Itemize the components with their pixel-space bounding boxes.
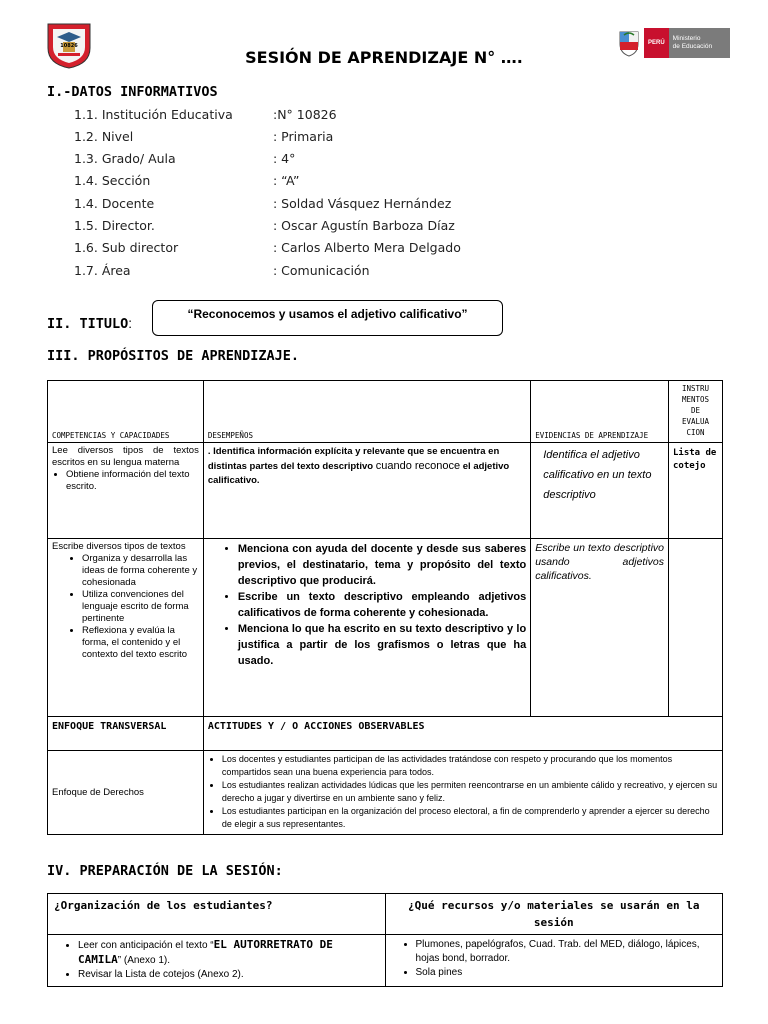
info-label: 1.6. Sub director [74,240,179,255]
school-logo-text: 10826 [60,43,78,49]
desempeno-item: • Menciona lo que ha escrito en su texto descriptivo y lo justifica a partir de los grafismos o letras que ha usado. [238,621,526,669]
info-label: 1.4. Sección [74,173,151,188]
competencia-text: Escribe diversos tipos de textos [52,541,186,552]
instrumento-cell [669,539,723,717]
capacidad-item: • Utiliza convenciones del lenguaje escrito de forma pertinente [82,589,199,625]
info-value: : Carlos Alberto Mera Delgado [273,240,461,255]
section-preparacion-heading: IV. PREPARACIÓN DE LA SESIÓN: [47,863,283,879]
info-label: 1.1. Institución Educativa [74,107,233,122]
purposes-table [47,380,723,835]
preparation-right-item: • Sola pines [416,966,716,980]
competencia-cell [48,443,204,539]
ministry-logo [614,28,730,58]
info-value: : Oscar Agustín Barboza Díaz [273,218,455,233]
info-label: 1.7. Área [74,263,131,278]
purposes-row-lee [48,443,723,539]
header-desempenos: DESEMPEÑOS [203,381,530,443]
enfoque-item: • Los estudiantes realizan actividades lúdicas que les permiten reencontrarse en un ambiente cálido y recreativo, y ejercen su derecho a jugar y divertirse en un ambiente sano y feliz. [222,779,718,805]
instrumento-text: Lista de cotejo [673,448,717,471]
desempeno-item: • Escribe un texto descriptivo empleando adjetivos calificativos de forma coherente y cohesionada. [238,589,526,621]
enfoque-item: • Los docentes y estudiantes participan de las actividades tratándose con respeto y procurando que los momentos compartidos sean una buena experiencia para todos. [222,753,718,779]
desempeno-text: . Identifica información explícita y relevante que se encuentra en distintas partes del texto descriptivo cuando reconoce el adjetivo calificativo. [207,446,510,486]
ministry-logo-name [669,28,730,58]
enfoque-item: • Los estudiantes participan en la organización del proceso electoral, a fin de comprenderlo y aprender a ejercer su derecho de elegir a sus representantes. [222,805,718,831]
preparation-table [47,893,723,987]
header-instrumentos: INSTRU MENTOS DE EVALUA CION [669,381,723,443]
info-value: : 4° [273,151,296,166]
info-label: 1.3. Grado/ Aula [74,151,176,166]
preparation-row [48,935,723,987]
competencia-cell [48,539,204,717]
peru-shield-icon [614,28,644,58]
section-propositos-heading: III. PROPÓSITOS DE APRENDIZAJE. [47,348,299,364]
evidencia-cell [531,443,669,539]
ministry-logo-line2: de Educación [672,43,713,50]
capacidad-item: • Obtiene información del texto escrito. [66,469,199,493]
info-value: : Soldad Vásquez Hernández [273,196,452,211]
evidencia-text: Escribe un texto descriptivo usando adjetivos calificativos. [535,542,664,582]
enfoque-head-right: ACTITUDES Y / O ACCIONES OBSERVABLES [203,717,722,751]
info-value: :N° 10826 [273,107,337,122]
info-value: : Primaria [273,129,334,144]
info-label: 1.2. Nivel [74,129,134,144]
preparation-right-item: • Plumones, papelógrafos, Cuad. Trab. del MED, diálogo, lápices, hojas bond, borrador. [416,938,716,966]
purposes-row-escribe [48,539,723,717]
capacidad-item: • Organiza y desarrolla las ideas de forma coherente y cohesionada [82,553,199,589]
evidencia-cell [531,539,669,717]
competencia-text: Lee diversos tipos de textos escritos en su lengua materna [52,445,199,468]
header-evidencias: EVIDENCIAS DE APRENDIZAJE [531,381,669,443]
enfoque-items-cell [203,751,722,835]
desempeno-cell [203,443,530,539]
session-title-box: “Reconocemos y usamos el adjetivo calificativo” [152,300,503,336]
desempeno-item: • Menciona con ayuda del docente y desde sus saberes previos, el destinatario, tema y propósito del texto descriptivo que producirá. [238,541,526,589]
preparation-head-right: ¿Qué recursos y/o materiales se usarán en la sesión [385,894,722,935]
capacidad-item: • Reflexiona y evalúa la forma, el contenido y el contexto del texto escrito [82,625,199,661]
section-titulo-label: II. TITULO [47,316,129,332]
enfoque-name-cell [48,751,204,835]
header-competencias: COMPETENCIAS Y CAPACIDADES [48,381,204,443]
purposes-header-row [48,381,723,443]
preparation-left-item: • Leer con anticipación el texto “EL AUTORRETRATO DE CAMILA” (Anexo 1). [78,938,379,968]
info-label: 1.4. Docente [74,196,155,211]
enfoque-name: Enfoque de Derechos [52,787,144,798]
info-value: : “A” [273,173,300,188]
section-titulo-colon: : [128,316,133,331]
preparation-header-row [48,894,723,935]
ministry-logo-line1: Ministerio [672,35,701,42]
session-title: SESIÓN DE APRENDIZAJE N° …. [245,48,523,67]
enfoque-head-left: ENFOQUE TRANSVERSAL [48,717,204,751]
preparation-left-item: • Revisar la Lista de cotejos (Anexo 2). [78,968,379,982]
desempeno-cell [203,539,530,717]
enfoque-header-row [48,717,723,751]
preparation-head-left: ¿Organización de los estudiantes? [48,894,386,935]
section-titulo-heading [47,316,132,332]
preparation-right-cell [385,935,722,987]
section-datos-heading: I.-DATOS INFORMATIVOS [47,84,218,100]
evidencia-text: Identifica el adjetivo calificativo en un texto descriptivo [543,449,652,501]
info-label: 1.5. Director. [74,218,155,233]
info-value: : Comunicación [273,263,370,278]
instrumento-cell [669,443,723,539]
ministry-logo-country: PERÚ [644,28,669,58]
enfoque-row [48,751,723,835]
preparation-left-cell [48,935,386,987]
